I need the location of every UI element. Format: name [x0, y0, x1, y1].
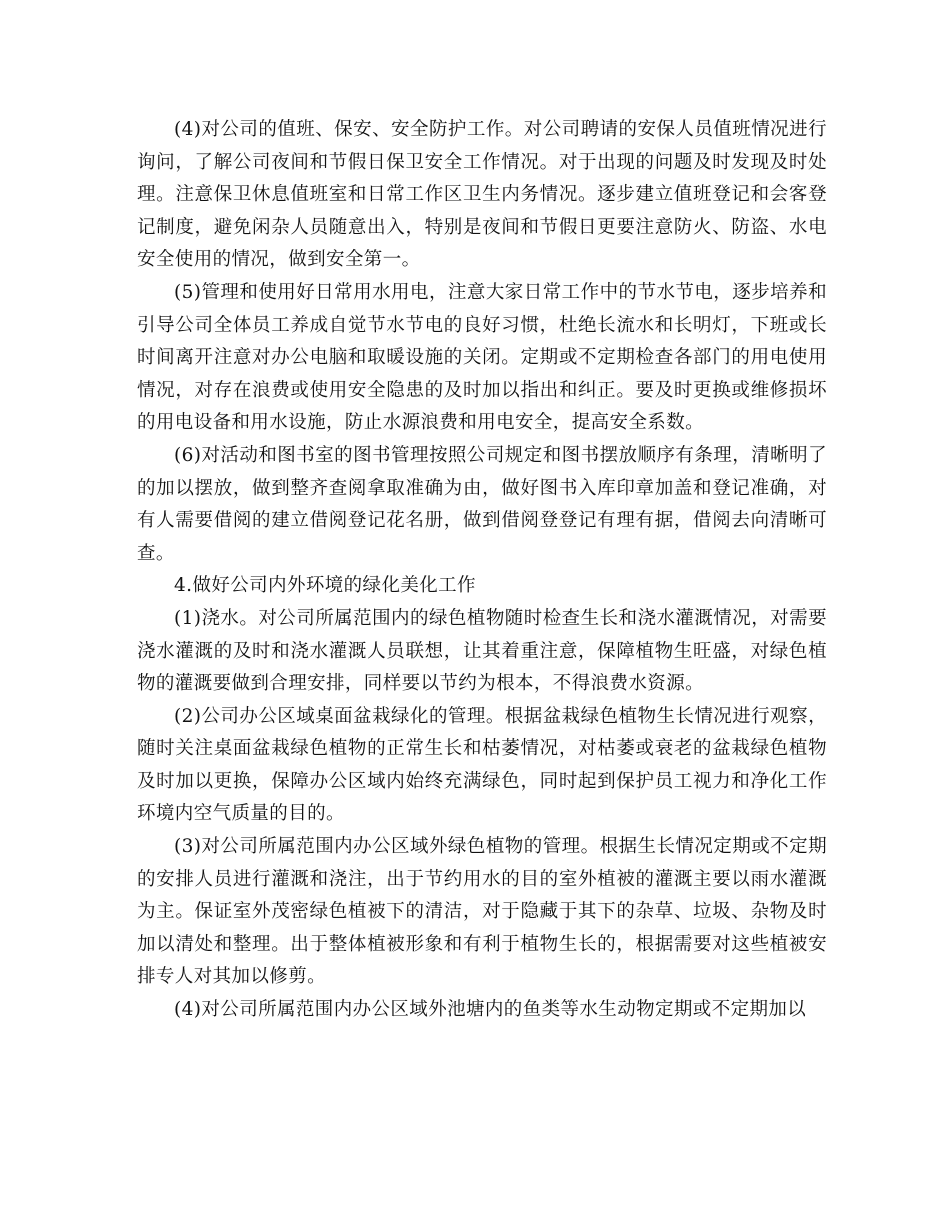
paragraph-watering: (1)浇水。对公司所属范围内的绿色植物随时检查生长和浇水灌溉情况，对需要浇水灌溉的及时和浇水灌溉人员联想，让其着重注意，保障植物生旺盛，对绿色植物的灌溉要做到合理安排，同样要以节约为根本，不得浪费水资源。: [137, 607, 827, 695]
paragraph-library: (6)对活动和图书室的图书管理按照公司规定和图书摆放顺序有条理，清晰明了的加以摆放，做到整齐查阅拿取准确为由，做好图书入库印章加盖和登记准确，对有人需要借阅的建立借阅登记花名册，做到借阅登登记有理有据，借阅去向清晰可查。: [137, 444, 827, 564]
document-body: [137, 114, 827, 1027]
paragraph-water-electricity: (5)管理和使用好日常用水用电，注意大家日常工作中的节水节电，逐步培养和引导公司全体员工养成自觉节水节电的良好习惯，杜绝长流水和长明灯，下班或长时间离开注意对办公电脑和取暖设施的关闭。定期或不定期检查各部门的用电使用情况，对存在浪费或使用安全隐患的及时加以指出和纠正。要及时更换或维修损坏的用电设备和用水设施，防止水源浪费和用电安全，提高安全系数。: [137, 281, 827, 434]
paragraph-desk-plants: (2)公司办公区域桌面盆栽绿化的管理。根据盆栽绿色植物生长情况进行观察，随时关注桌面盆栽绿色植物的正常生长和枯萎情况，对枯萎或衰老的盆栽绿色植物及时加以更换，保障办公区域内始终充满绿色，同时起到保护员工视力和净化工作环境内空气质量的目的。: [137, 705, 827, 825]
paragraph-outdoor-plants: (3)对公司所属范围内办公区域外绿色植物的管理。根据生长情况定期或不定期的安排人员进行灌溉和浇注，出于节约用水的目的室外植被的灌溉主要以雨水灌溉为主。保证室外茂密绿色植被下的清洁，对于隐藏于其下的杂草、垃圾、杂物及时加以清处和整理。出于整体植被形象和有利于植物生长的，根据需要对这些植被安排专人对其加以修剪。: [137, 836, 827, 988]
section-heading-greening: 4.做好公司内外环境的绿化美化工作: [174, 575, 476, 597]
paragraph-pond: (4)对公司所属范围内办公区域外池塘内的鱼类等水生动物定期或不定期加以: [174, 999, 807, 1021]
paragraph-duty-security: (4)对公司的值班、保安、安全防护工作。对公司聘请的安保人员值班情况进行询问，了解公司夜间和节假日保卫安全工作情况。对于出现的问题及时发现及时处理。注意保卫休息值班室和日常工作区卫生内务情况。逐步建立值班登记和会客登记制度，避免闲杂人员随意出入，特别是夜间和节假日更要注意防火、防盗、水电安全使用的情况，做到安全第一。: [137, 119, 827, 271]
